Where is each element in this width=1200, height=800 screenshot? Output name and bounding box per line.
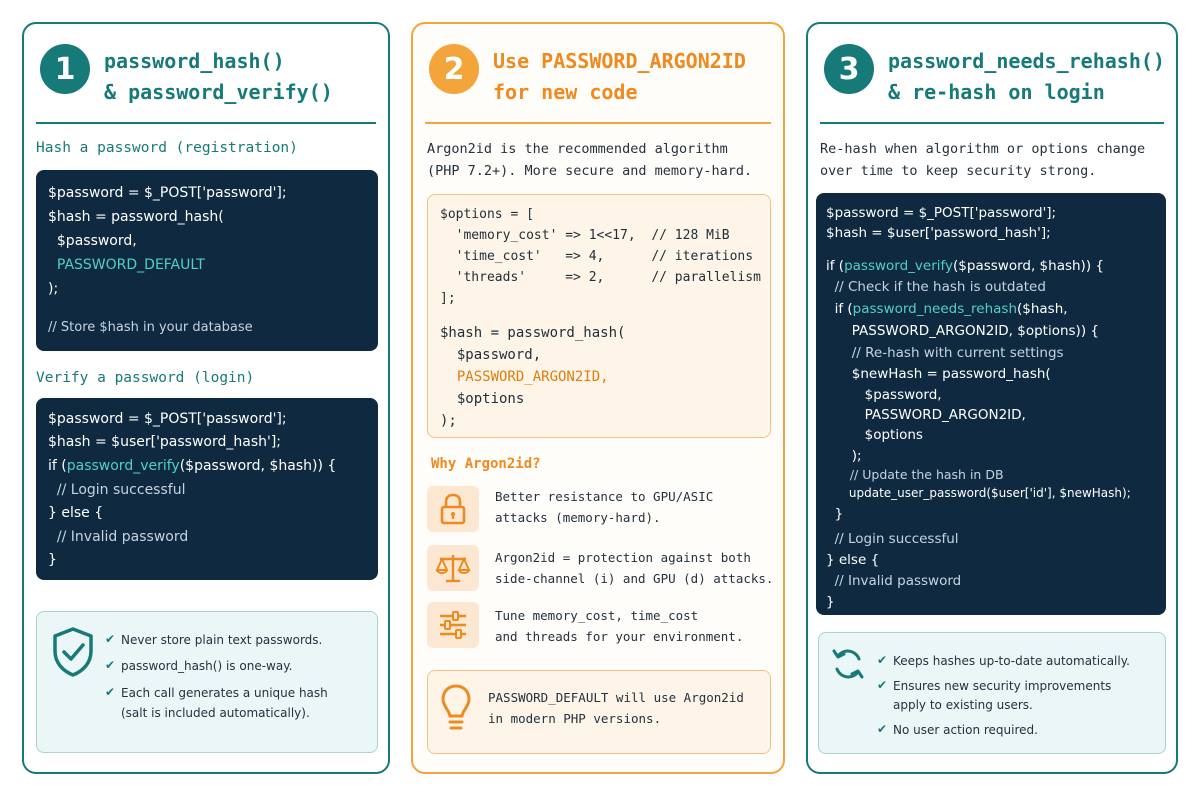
code-line: 'memory_cost' => 1<<17, // 128 MiB bbox=[440, 228, 730, 243]
tip-text: Each call generates a unique hash bbox=[121, 686, 328, 700]
code-line: $password = $_POST['password']; bbox=[48, 411, 287, 427]
code-token: ($password, $hash)) { bbox=[953, 258, 1104, 274]
feature-text bbox=[495, 605, 743, 647]
note-line: in modern PHP versions. bbox=[488, 711, 662, 726]
step-number-badge: 1 bbox=[40, 44, 90, 94]
card-header bbox=[24, 24, 388, 124]
check-icon: ✔ bbox=[877, 678, 888, 692]
feature-text bbox=[495, 547, 773, 589]
check-icon: ✔ bbox=[877, 722, 888, 736]
rehash-benefits-box bbox=[818, 632, 1166, 754]
lightbulb-icon bbox=[440, 683, 472, 743]
code-line: $hash = $user['password_hash']; bbox=[48, 434, 282, 450]
tip-text: (salt is included automatically). bbox=[121, 706, 310, 720]
feature-line: and threads for your environment. bbox=[495, 629, 744, 644]
header-divider bbox=[36, 122, 376, 124]
card-title-line: & re-hash on login bbox=[888, 80, 1105, 104]
card-title bbox=[104, 46, 333, 108]
feature-line: side-channel (i) and GPU (d) attacks. bbox=[495, 571, 774, 586]
code-line: $options bbox=[440, 391, 525, 407]
check-icon: ✔ bbox=[105, 685, 116, 699]
intro-line: (PHP 7.2+). More secure and memory-hard. bbox=[427, 163, 753, 179]
sliders-icon bbox=[427, 602, 479, 648]
feature-text bbox=[495, 486, 713, 528]
code-line: $password = $_POST['password']; bbox=[48, 185, 287, 201]
code-comment: // Update the hash in DB bbox=[826, 467, 1004, 482]
card-title-line: for new code bbox=[493, 80, 638, 104]
feature-line: Argon2id = protection against both bbox=[495, 550, 751, 565]
code-token: ($password, $hash)) { bbox=[179, 458, 337, 474]
intro-line: over time to keep security strong. bbox=[820, 163, 1097, 179]
step-number-badge: 3 bbox=[824, 44, 874, 94]
options-code-block bbox=[427, 194, 771, 438]
code-line: PASSWORD_ARGON2ID, $options)) { bbox=[826, 323, 1099, 339]
why-section-label: Why Argon2id? bbox=[431, 456, 541, 472]
verify-section-label: Verify a password (login) bbox=[36, 370, 255, 386]
code-token: if ( bbox=[826, 258, 845, 274]
tip-text: No user action required. bbox=[893, 723, 1038, 737]
card-needs-rehash bbox=[806, 22, 1178, 774]
hash-section-label: Hash a password (registration) bbox=[36, 140, 298, 156]
step-number-badge: 2 bbox=[429, 44, 479, 94]
code-token: if ( bbox=[826, 301, 853, 317]
rehash-code-block bbox=[816, 193, 1166, 615]
code-line: $password, bbox=[826, 387, 942, 403]
code-line: 'threads' => 2, // parallelism bbox=[440, 270, 761, 285]
header-divider bbox=[820, 122, 1164, 124]
code-line: } bbox=[826, 594, 835, 610]
note-text bbox=[488, 687, 744, 729]
code-line: PASSWORD_ARGON2ID, bbox=[826, 407, 1026, 423]
code-comment: // Login successful bbox=[48, 482, 186, 498]
feature-line: attacks (memory-hard). bbox=[495, 510, 661, 525]
refresh-icon bbox=[831, 647, 865, 685]
header-divider bbox=[425, 122, 771, 124]
intro-text bbox=[820, 138, 1145, 182]
code-line: } bbox=[48, 552, 57, 568]
lock-icon bbox=[427, 486, 479, 532]
code-comment: // Invalid password bbox=[826, 573, 962, 589]
default-algorithm-note bbox=[427, 670, 771, 754]
code-token: ($hash, bbox=[1017, 301, 1068, 317]
tip-text: password_hash() is one-way. bbox=[121, 659, 293, 673]
code-line: $options bbox=[826, 427, 923, 443]
shield-check-icon bbox=[51, 626, 95, 682]
code-line: PASSWORD_ARGON2ID, bbox=[440, 369, 609, 385]
code-line bbox=[48, 458, 336, 474]
intro-line: Re-hash when algorithm or options change bbox=[820, 141, 1146, 157]
code-line: $password, bbox=[440, 347, 542, 363]
code-line: $password, bbox=[48, 233, 137, 249]
code-line: ]; bbox=[440, 291, 456, 306]
code-comment: // Invalid password bbox=[48, 529, 189, 545]
check-icon: ✔ bbox=[105, 658, 116, 672]
code-line: } else { bbox=[48, 505, 104, 521]
code-line: ); bbox=[440, 413, 457, 429]
card-title-line: password_hash() bbox=[104, 49, 285, 73]
card-title-line: password_needs_rehash() bbox=[888, 49, 1165, 73]
tip-text: apply to existing users. bbox=[893, 698, 1033, 712]
card-title-line: Use PASSWORD_ARGON2ID bbox=[493, 49, 746, 73]
code-line: 'time_cost' => 4, // iterations bbox=[440, 249, 754, 264]
function-name: password_needs_rehash bbox=[852, 301, 1017, 317]
card-title bbox=[493, 46, 746, 108]
feature-line: Better resistance to GPU/ASIC bbox=[495, 489, 714, 504]
best-practices-box bbox=[36, 611, 378, 753]
code-line: $options = [ bbox=[440, 207, 534, 222]
code-line: $hash = password_hash( bbox=[440, 325, 626, 341]
code-line bbox=[826, 301, 1068, 317]
code-line: ); bbox=[48, 281, 59, 297]
code-line: $hash = $user['password_hash']; bbox=[826, 225, 1051, 241]
code-line bbox=[826, 258, 1104, 274]
tip-text: Ensures new security improvements bbox=[893, 679, 1112, 693]
card-title-line: & password_verify() bbox=[104, 80, 333, 104]
code-comment: // Re-hash with current settings bbox=[826, 345, 1064, 361]
code-line: $password = $_POST['password']; bbox=[826, 205, 1057, 221]
code-token: if ( bbox=[48, 458, 67, 474]
function-name: password_verify bbox=[66, 458, 180, 474]
intro-text bbox=[427, 138, 752, 182]
tip-text: Keeps hashes up-to-date automatically. bbox=[893, 654, 1130, 668]
code-line: } bbox=[826, 506, 844, 522]
verify-code-block bbox=[36, 398, 378, 580]
tip-text: Never store plain text passwords. bbox=[121, 633, 323, 647]
code-comment: // Check if the hash is outdated bbox=[826, 279, 1046, 295]
code-line: $hash = password_hash( bbox=[48, 209, 224, 225]
card-title bbox=[888, 46, 1165, 108]
code-line: ); bbox=[826, 448, 862, 464]
card-argon2id bbox=[411, 22, 785, 774]
code-line: $newHash = password_hash( bbox=[826, 366, 1051, 382]
code-comment: // Store $hash in your database bbox=[48, 320, 253, 335]
function-name: password_verify bbox=[844, 258, 954, 274]
code-comment: // Login successful bbox=[826, 531, 959, 547]
check-icon: ✔ bbox=[105, 632, 116, 646]
card-header bbox=[413, 24, 783, 124]
note-line: PASSWORD_DEFAULT will use Argon2id bbox=[488, 690, 744, 705]
hash-code-block bbox=[36, 170, 378, 351]
intro-line: Argon2id is the recommended algorithm bbox=[427, 141, 728, 157]
code-line: } else { bbox=[826, 552, 880, 568]
scales-icon bbox=[427, 545, 479, 591]
code-line: PASSWORD_DEFAULT bbox=[48, 257, 205, 273]
feature-line: Tune memory_cost, time_cost bbox=[495, 608, 699, 623]
card-header bbox=[808, 24, 1176, 124]
card-password-hash bbox=[22, 22, 390, 774]
code-line: update_user_password($user['id'], $newHash); bbox=[826, 486, 1131, 500]
check-icon: ✔ bbox=[877, 653, 888, 667]
